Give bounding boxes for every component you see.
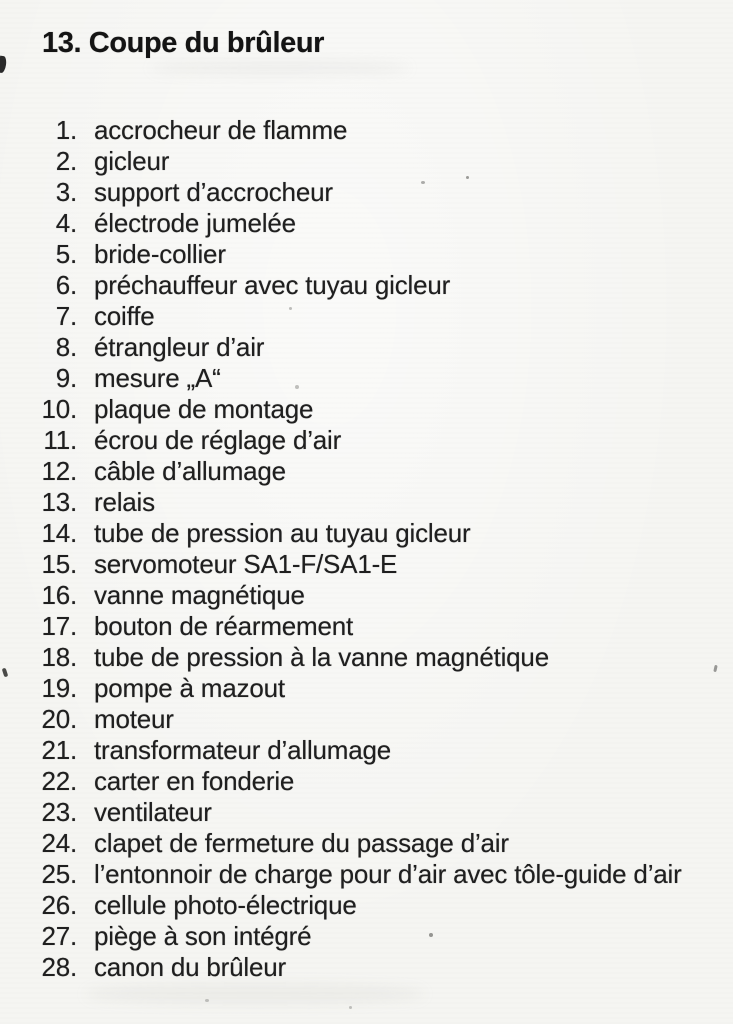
list-item <box>0 952 682 983</box>
scan-speck <box>713 665 717 672</box>
item-label: étrangleur d’air <box>94 332 265 362</box>
item-label: préchauffeur avec tuyau gicleur <box>94 270 451 300</box>
scan-speck <box>295 385 299 389</box>
item-label: tube de pression au tuyau gicleur <box>94 518 471 548</box>
list-item <box>0 859 682 890</box>
item-number: 16. <box>41 580 77 610</box>
list-item <box>0 456 682 487</box>
list-item <box>0 487 682 518</box>
item-number: 1. <box>55 115 77 145</box>
item-number: 20. <box>41 704 77 734</box>
scan-speck <box>421 181 425 184</box>
list-item <box>0 270 682 301</box>
item-label: écrou de réglage d’air <box>94 425 342 455</box>
item-number: 28. <box>41 952 77 982</box>
item-number: 7. <box>55 301 77 331</box>
item-label: pompe à mazout <box>94 673 285 703</box>
scan-smudge <box>150 60 410 76</box>
list-item <box>0 425 682 456</box>
list-item <box>0 735 682 766</box>
list-item <box>0 673 682 704</box>
list-item <box>0 828 682 859</box>
list-item <box>0 890 682 921</box>
list-item <box>0 611 682 642</box>
item-number: 27. <box>41 921 77 951</box>
list-item <box>0 642 682 673</box>
list-item <box>0 797 682 828</box>
item-number: 5. <box>55 239 77 269</box>
list-item <box>0 549 682 580</box>
scan-speck <box>289 307 292 310</box>
scan-speck <box>349 1006 352 1009</box>
page-title: 13. Coupe du brûleur <box>42 27 325 59</box>
item-label: plaque de montage <box>94 394 314 424</box>
item-label: coiffe <box>94 301 155 331</box>
scan-speck <box>205 999 209 1002</box>
item-label: canon du brûleur <box>94 952 286 982</box>
scan-speck <box>0 56 7 74</box>
item-number: 9. <box>55 363 77 393</box>
item-number: 11. <box>43 425 77 455</box>
list-item <box>0 394 682 425</box>
item-label: bouton de réarmement <box>94 611 354 641</box>
item-label: carter en fonderie <box>94 766 295 796</box>
item-number: 25. <box>41 859 77 889</box>
list-item <box>0 332 682 363</box>
item-number: 13. <box>41 487 77 517</box>
list-item <box>0 921 682 952</box>
item-number: 6. <box>55 270 77 300</box>
item-number: 14. <box>41 518 77 548</box>
item-number: 19. <box>41 673 77 703</box>
scan-smudge <box>85 984 425 1004</box>
item-label: accrocheur de flamme <box>94 115 348 145</box>
list-item <box>0 301 682 332</box>
item-number: 10. <box>41 394 77 424</box>
list-item <box>0 208 682 239</box>
item-label: relais <box>94 487 155 517</box>
item-number: 17. <box>41 611 77 641</box>
item-number: 15. <box>41 549 77 579</box>
item-number: 2. <box>55 146 77 176</box>
item-label: gicleur <box>94 146 170 176</box>
item-label: bride-collier <box>94 239 226 269</box>
item-label: électrode jumelée <box>94 208 296 238</box>
item-label: cellule photo-électrique <box>94 890 357 920</box>
item-label: mesure „A“ <box>94 363 221 393</box>
item-number: 18. <box>41 642 77 672</box>
item-number: 12. <box>41 456 77 486</box>
parts-list <box>0 115 682 983</box>
item-number: 3. <box>55 177 77 207</box>
list-item <box>0 766 682 797</box>
scan-speck <box>429 933 433 937</box>
list-item <box>0 239 682 270</box>
item-number: 24. <box>41 828 77 858</box>
item-label: vanne magnétique <box>94 580 305 610</box>
list-item <box>0 363 682 394</box>
list-item <box>0 115 682 146</box>
item-label: câble d’allumage <box>94 456 286 486</box>
item-label: l’entonnoir de charge pour d’air avec tôle-guide d’air <box>94 859 682 889</box>
item-label: clapet de fermeture du passage d’air <box>94 828 509 858</box>
item-label: piège à son intégré <box>94 921 312 951</box>
list-item <box>0 580 682 611</box>
list-item <box>0 704 682 735</box>
item-label: transformateur d’allumage <box>94 735 392 765</box>
item-label: tube de pression à la vanne magnétique <box>94 642 549 672</box>
item-label: servomoteur SA1-F/SA1-E <box>94 549 398 579</box>
item-label: support d’accrocheur <box>94 177 333 207</box>
item-number: 23. <box>41 797 77 827</box>
list-item <box>0 177 682 208</box>
list-item <box>0 518 682 549</box>
item-number: 21. <box>41 735 77 765</box>
list-item <box>0 146 682 177</box>
scan-speck <box>466 176 469 179</box>
item-label: moteur <box>94 704 174 734</box>
item-number: 26. <box>41 890 77 920</box>
item-number: 4. <box>55 208 77 238</box>
item-number: 8. <box>55 332 77 362</box>
item-label: ventilateur <box>94 797 212 827</box>
item-number: 22. <box>41 766 77 796</box>
